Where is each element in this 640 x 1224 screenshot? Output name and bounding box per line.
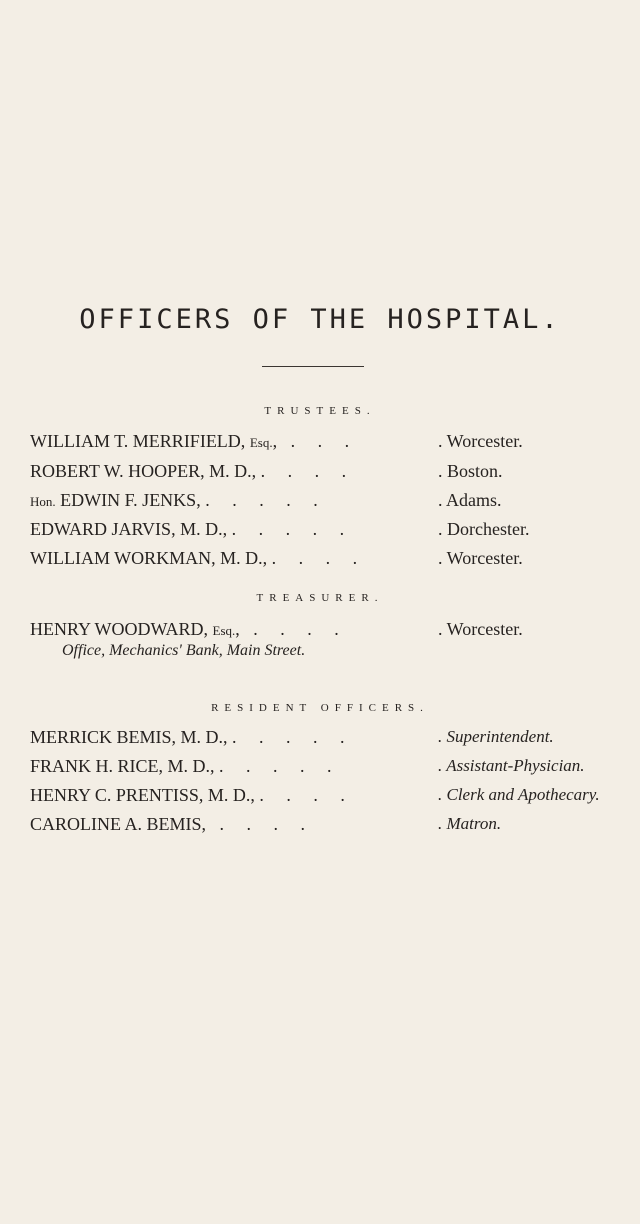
officer-row: FRANK H. RICE, M. D., . . . . . . Assistant-Physician. (30, 756, 585, 776)
trustee-row: ROBERT W. HOOPER, M. D., . . . . . Boston. (30, 461, 503, 481)
title-divider (262, 366, 364, 367)
trustee-row: Hon. EDWIN F. JENKS, . . . . . . Adams. (30, 490, 502, 510)
officer-row: CAROLINE A. BEMIS, . . . . . Matron. (30, 814, 502, 834)
page-title: OFFICERS OF THE HOSPITAL. (79, 304, 561, 335)
resident-officers-heading: RESIDENT OFFICERS. (211, 702, 429, 714)
treasurer-row: HENRY WOODWARD, Esq., . . . . . Worcester. (30, 619, 523, 639)
treasurer-office: Office, Mechanics' Bank, Main Street. (62, 642, 306, 659)
trustee-row: WILLIAM WORKMAN, M. D., . . . . . Worcester. (30, 548, 523, 568)
officer-row: MERRICK BEMIS, M. D., . . . . . . Superintendent. (30, 727, 554, 747)
officer-row: HENRY C. PRENTISS, M. D., . . . . . Clerk and Apothecary. (30, 785, 600, 805)
treasurer-heading: TREASURER. (256, 592, 384, 604)
trustee-row: EDWARD JARVIS, M. D., . . . . . . Dorchester. (30, 519, 530, 539)
trustees-heading: TRUSTEES. (264, 405, 376, 417)
trustee-row: WILLIAM T. MERRIFIELD, Esq., . . . . Worcester. (30, 431, 523, 451)
